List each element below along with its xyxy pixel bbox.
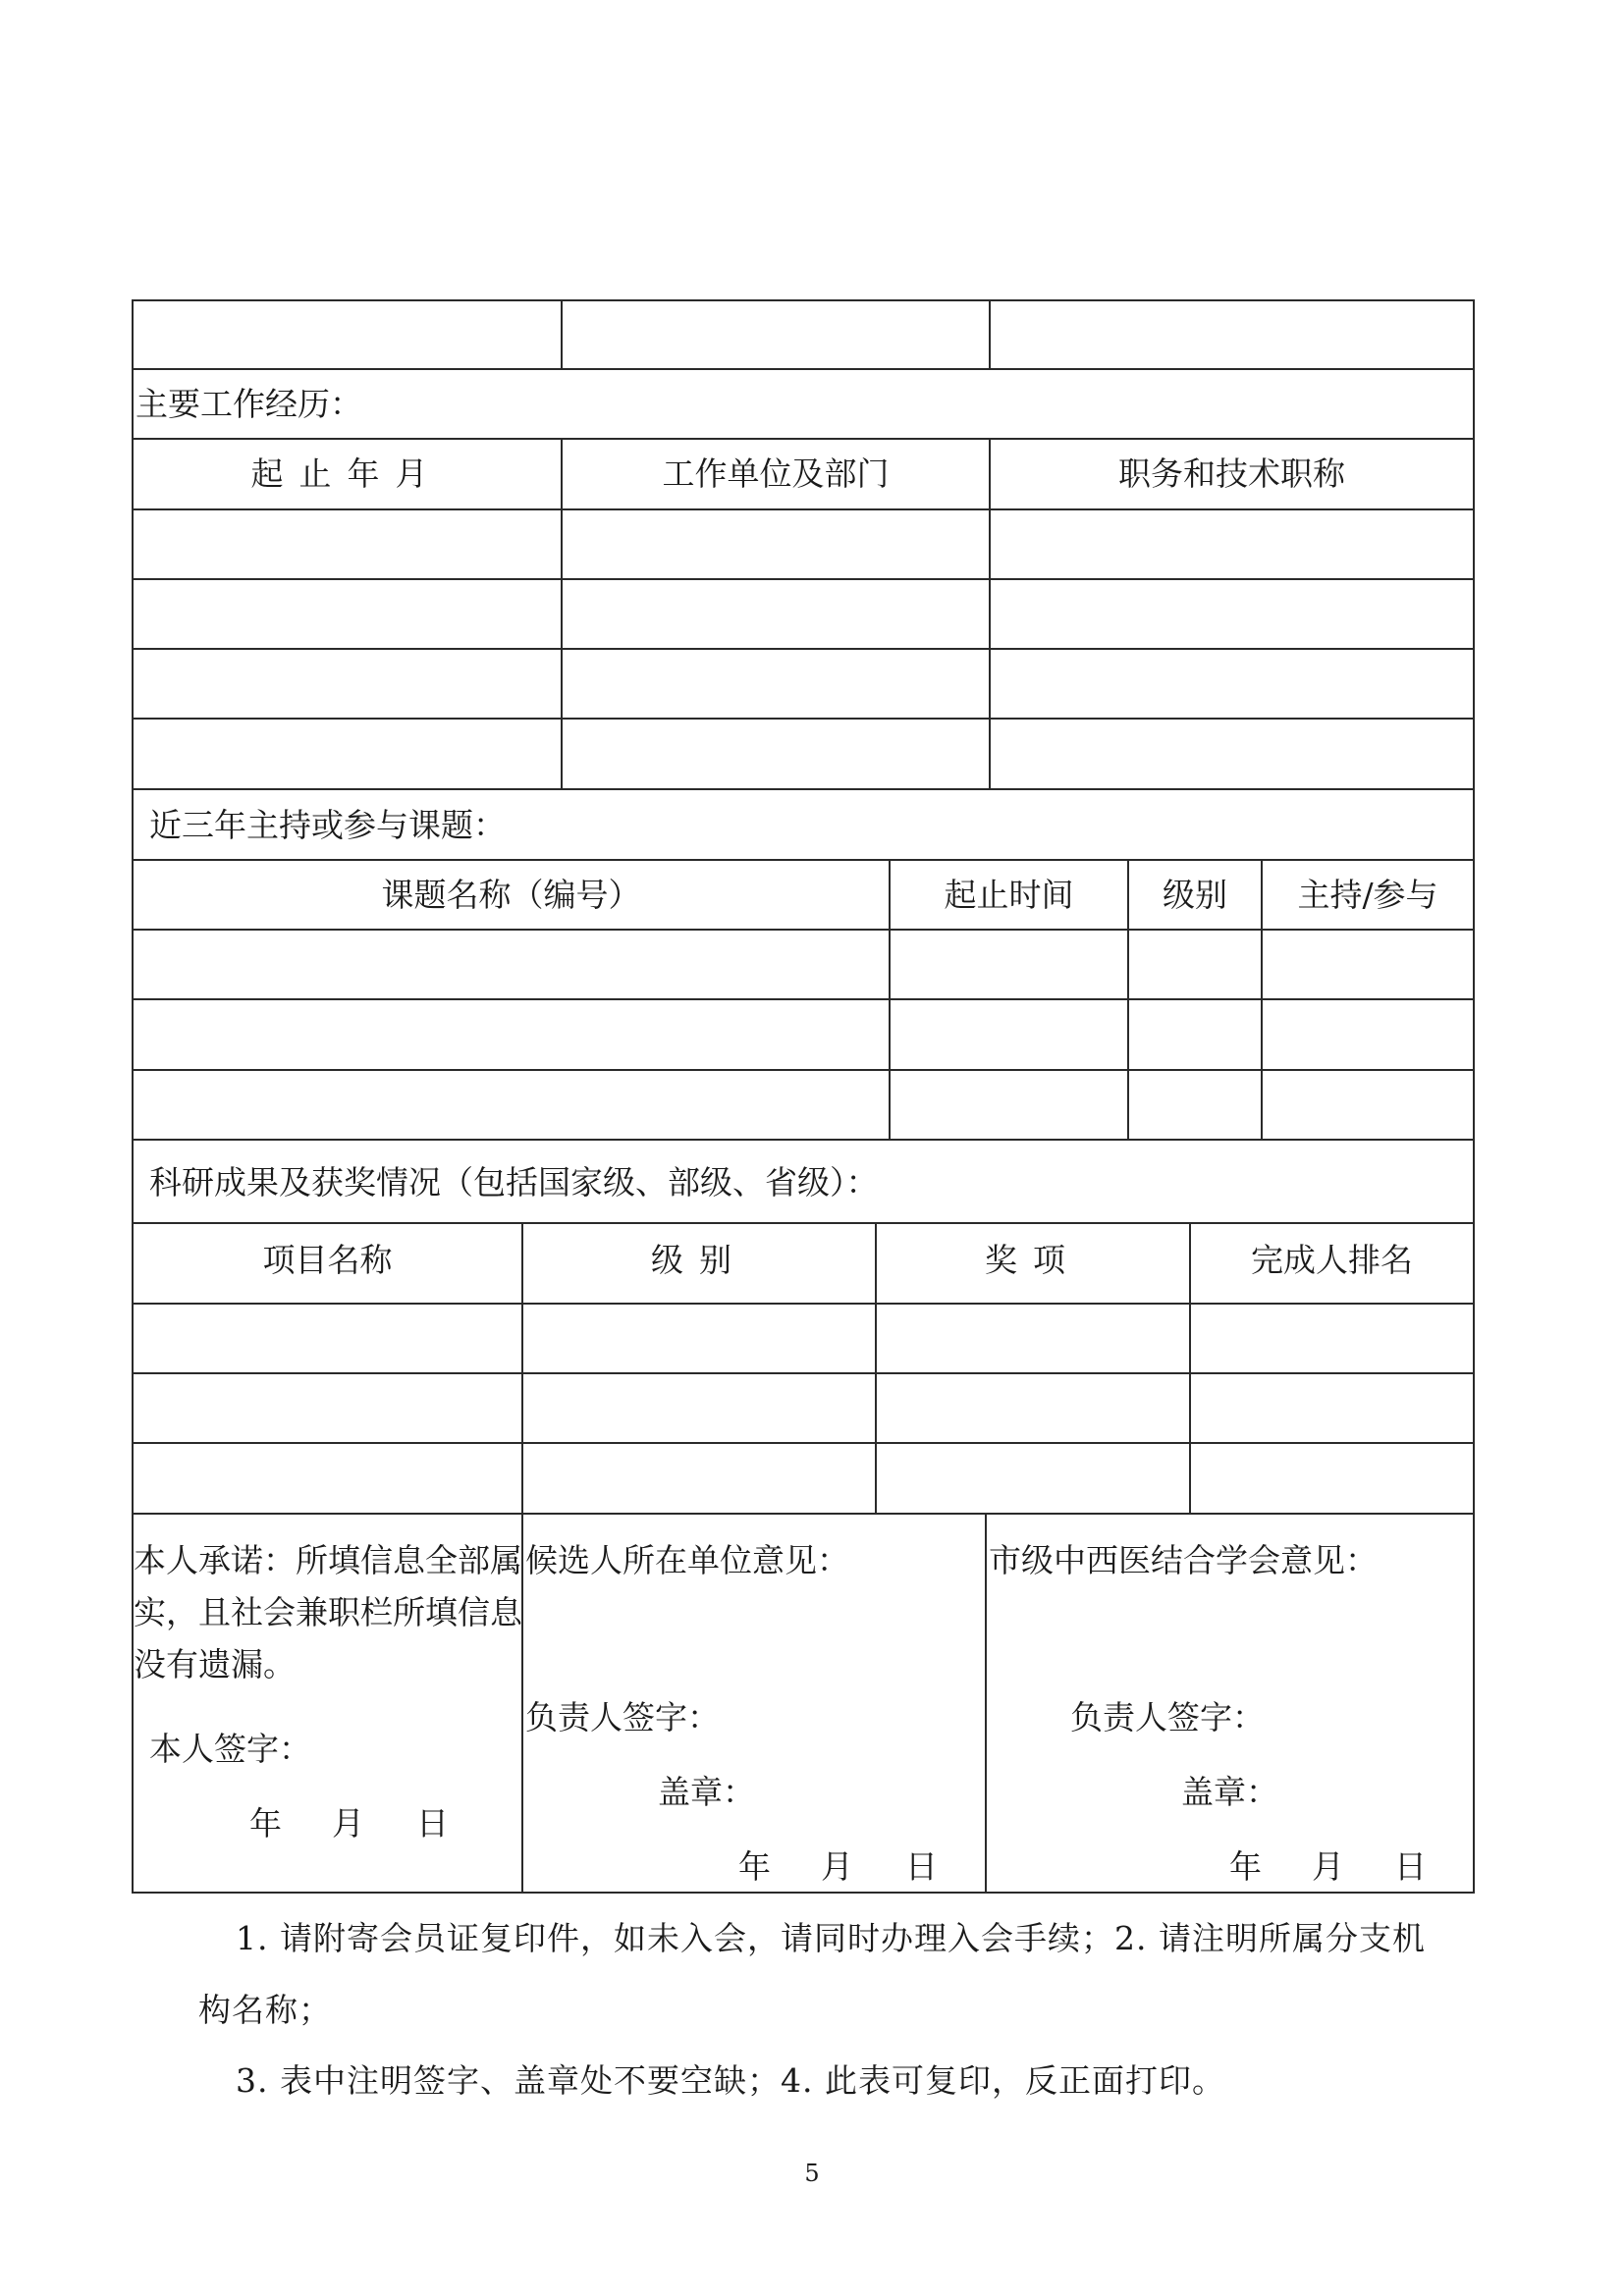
awards-title: 科研成果及获奖情况（包括国家级、部级、省级）：	[149, 1163, 879, 1201]
society-opinion-title: 市级中西医结合学会意见：	[989, 1541, 1378, 1579]
note-line-3: 3. 表中注明签字、盖章处不要空缺；4. 此表可复印，反正面打印。	[236, 2061, 1225, 2100]
row-line	[132, 1372, 1475, 1374]
pledge-date-day: 日	[416, 1804, 449, 1842]
society-sign-label: 负责人签字：	[1070, 1698, 1265, 1736]
row-line	[132, 1442, 1475, 1444]
row-line	[132, 718, 1475, 720]
row-line	[132, 648, 1475, 650]
page-number: 5	[804, 2160, 820, 2187]
col-line	[985, 1513, 987, 1894]
awards-header-rank: 完成人排名	[1251, 1241, 1413, 1279]
work-history-title: 主要工作经历：	[135, 385, 362, 423]
society-date-month: 月	[1312, 1847, 1344, 1886]
pledge-date-year: 年	[249, 1804, 282, 1842]
unit-sign-label: 负责人签字：	[525, 1698, 720, 1736]
unit-date-day: 日	[905, 1847, 938, 1886]
projects-header-name: 课题名称（编号）	[381, 876, 641, 914]
row-line	[132, 1513, 1475, 1515]
awards-header-prize: 奖项	[985, 1241, 1081, 1279]
projects-header-period: 起止时间	[944, 876, 1074, 914]
society-seal-label: 盖章：	[1181, 1773, 1278, 1811]
unit-opinion-title: 候选人所在单位意见：	[525, 1541, 849, 1579]
awards-header-name: 项目名称	[262, 1241, 393, 1279]
table-border-top	[132, 299, 1475, 301]
unit-date-month: 月	[821, 1847, 853, 1886]
row-line	[132, 1139, 1475, 1141]
row-line	[132, 859, 1475, 861]
table-border-bottom	[132, 1892, 1475, 1894]
row-line	[132, 578, 1475, 580]
row-line	[132, 1303, 1475, 1305]
projects-header-role: 主持/参与	[1297, 876, 1438, 914]
note-line-2: 构名称；	[198, 1991, 332, 2029]
col-line	[561, 299, 563, 370]
row-line	[132, 438, 1475, 440]
row-line	[132, 929, 1475, 931]
row-line	[132, 1222, 1475, 1224]
pledge-line-3: 没有遗漏。	[134, 1645, 296, 1683]
work-history-header-period: 起止年月	[250, 454, 444, 493]
projects-header-level: 级别	[1163, 876, 1227, 914]
pledge-date-month: 月	[332, 1804, 364, 1842]
row-line	[132, 368, 1475, 370]
work-history-header-title: 职务和技术职称	[1118, 454, 1345, 493]
awards-header-level: 级别	[651, 1241, 747, 1279]
pledge-line-2: 实，且社会兼职栏所填信息	[134, 1593, 522, 1631]
pledge-line-1: 本人承诺：所填信息全部属	[134, 1541, 522, 1579]
row-line	[132, 788, 1475, 790]
row-line	[132, 508, 1475, 510]
society-date-day: 日	[1394, 1847, 1427, 1886]
unit-date-year: 年	[738, 1847, 771, 1886]
table-border-right	[1473, 299, 1475, 1894]
unit-seal-label: 盖章：	[658, 1773, 755, 1811]
col-line	[989, 299, 991, 370]
row-line	[132, 1069, 1475, 1071]
projects-title: 近三年主持或参与课题：	[149, 806, 506, 844]
society-date-year: 年	[1229, 1847, 1262, 1886]
note-line-1: 1. 请附寄会员证复印件，如未入会，请同时办理入会手续；2. 请注明所属分支机	[236, 1919, 1426, 1957]
pledge-sign-label: 本人签字：	[149, 1730, 311, 1768]
row-line	[132, 998, 1475, 1000]
work-history-header-unit: 工作单位及部门	[662, 454, 890, 493]
